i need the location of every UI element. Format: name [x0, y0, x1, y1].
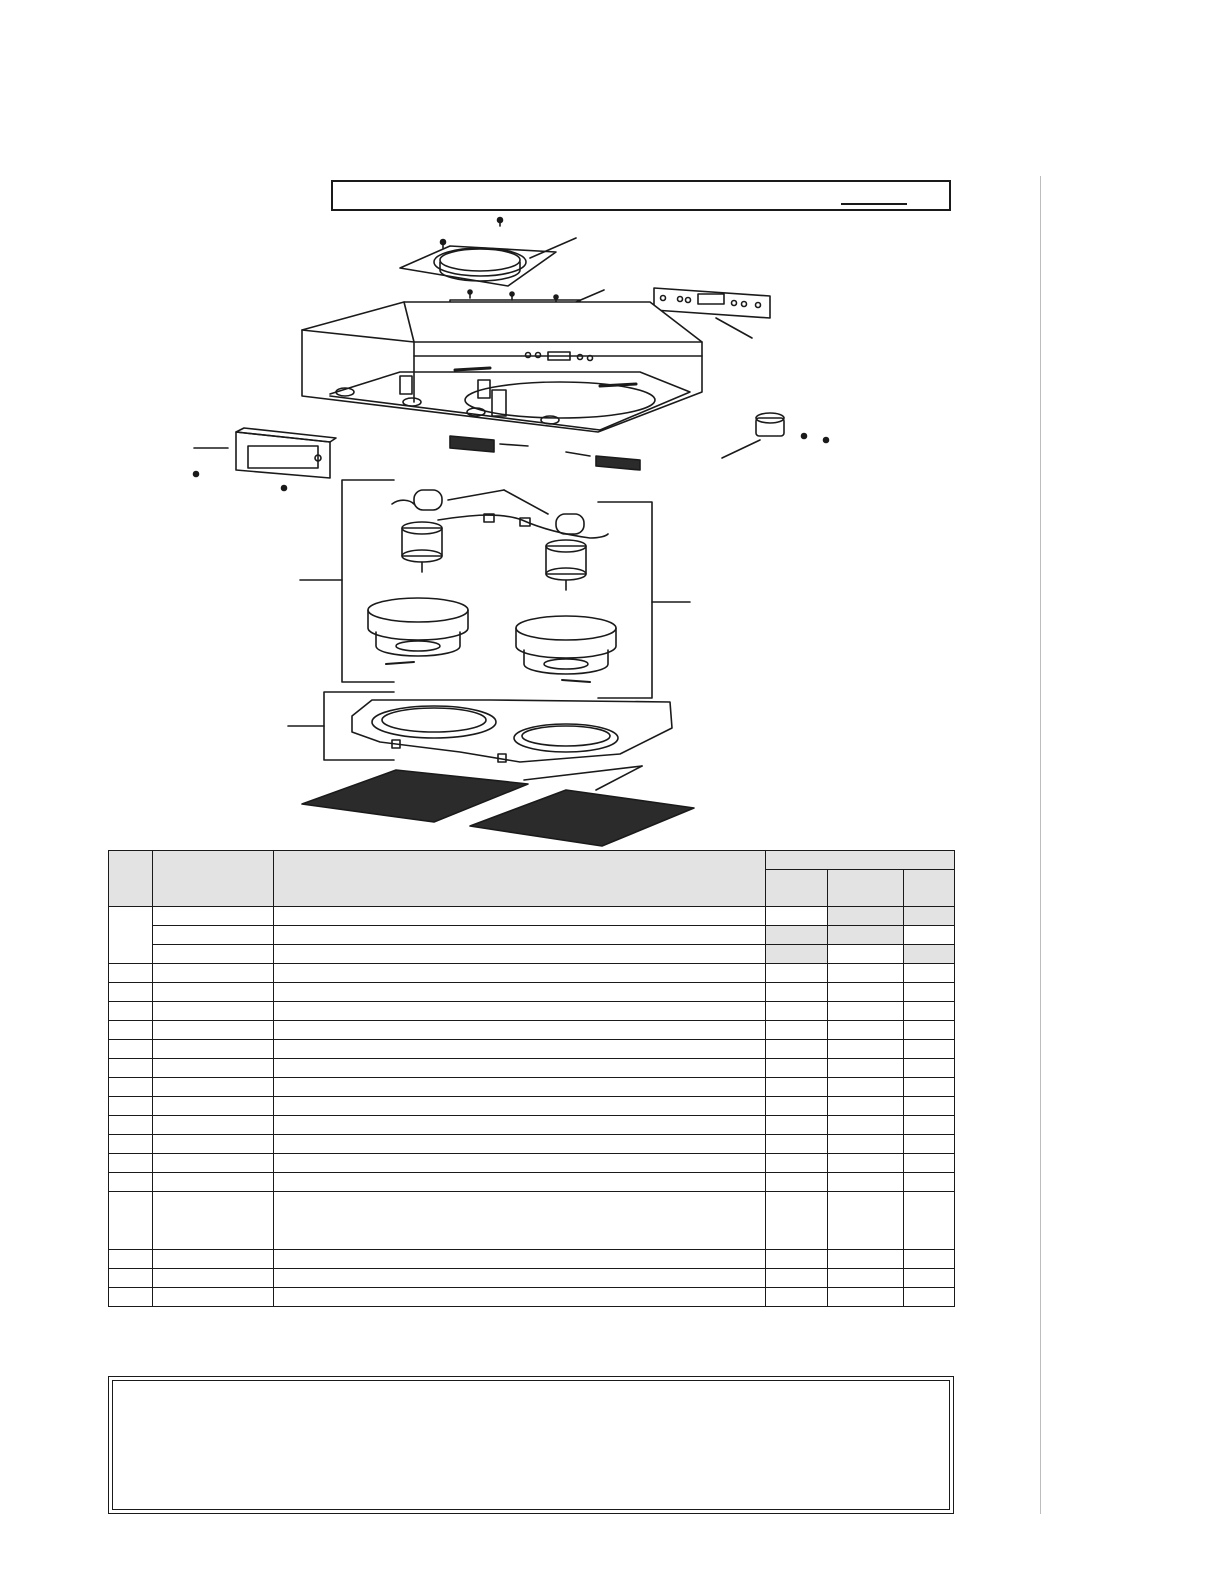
- table-cell: [828, 1116, 904, 1135]
- table-cell: [153, 1078, 274, 1097]
- table-cell: [153, 1097, 274, 1116]
- table-cell: [766, 983, 828, 1002]
- table-cell: [828, 1192, 904, 1250]
- table-cell: [153, 1250, 274, 1269]
- table-cell: [904, 964, 955, 983]
- table-cell: [828, 1250, 904, 1269]
- table-row: [109, 1173, 955, 1192]
- table-cell: [766, 1269, 828, 1288]
- table-row: [109, 1116, 955, 1135]
- column-header-model-3: [904, 870, 955, 907]
- table-cell: [153, 907, 274, 926]
- table-cell: [904, 1002, 955, 1021]
- motor-group-bracket-right: [598, 502, 690, 698]
- table-row: [109, 1269, 955, 1288]
- light-module-center-left: [450, 436, 528, 452]
- wire-harness: [392, 500, 608, 538]
- table-cell: [828, 1135, 904, 1154]
- table-row: [109, 1078, 955, 1097]
- table-row: [109, 1040, 955, 1059]
- table-cell: [274, 1059, 766, 1078]
- table-cell: [274, 1040, 766, 1059]
- table-cell: [274, 983, 766, 1002]
- table-cell: [109, 1135, 153, 1154]
- table-cell: [766, 1154, 828, 1173]
- motor-group-bracket-left: [300, 480, 394, 682]
- table-cell: [153, 926, 274, 945]
- table-cell: [109, 1288, 153, 1307]
- table-row: [109, 1250, 955, 1269]
- screw-icon: [441, 218, 503, 249]
- column-header-ref: [109, 851, 153, 907]
- grease-filter-left: [302, 770, 528, 822]
- table-cell: [828, 983, 904, 1002]
- table-cell: [274, 1021, 766, 1040]
- parts-list-table: [108, 850, 955, 1307]
- motor-left: [402, 522, 442, 572]
- table-cell: [766, 1116, 828, 1135]
- table-row: [109, 983, 955, 1002]
- table-cell: [766, 1288, 828, 1307]
- table-cell: [274, 926, 766, 945]
- table-cell: [766, 1040, 828, 1059]
- table-cell: [766, 1097, 828, 1116]
- table-cell: [274, 1154, 766, 1173]
- table-row: [109, 1097, 955, 1116]
- table-cell: [828, 1078, 904, 1097]
- table-row: [109, 1192, 955, 1250]
- table-cell: [904, 1250, 955, 1269]
- table-cell: [274, 1078, 766, 1097]
- table-cell: [153, 983, 274, 1002]
- column-header-model-1: [766, 870, 828, 907]
- table-row: [109, 1154, 955, 1173]
- table-cell: [153, 1059, 274, 1078]
- table-cell: [109, 1173, 153, 1192]
- table-cell: [109, 1059, 153, 1078]
- table-cell: [274, 1135, 766, 1154]
- table-row: [109, 1288, 955, 1307]
- table-row: [109, 945, 955, 964]
- table-cell: [828, 964, 904, 983]
- table-cell: [766, 1078, 828, 1097]
- table-cell: [828, 1097, 904, 1116]
- table-cell: [828, 945, 904, 964]
- table-row: [109, 926, 955, 945]
- table-cell: [766, 945, 828, 964]
- table-cell: [904, 1040, 955, 1059]
- table-cell: [274, 1097, 766, 1116]
- light-module-center-right: [566, 452, 640, 470]
- blower-wheel-left: [368, 598, 468, 664]
- table-cell: [109, 1078, 153, 1097]
- table-cell: [153, 1269, 274, 1288]
- table-cell: [274, 945, 766, 964]
- table-cell: [828, 926, 904, 945]
- table-cell: [153, 1002, 274, 1021]
- table-row: [109, 964, 955, 983]
- table-cell: [766, 926, 828, 945]
- table-cell: [109, 1154, 153, 1173]
- table-cell: [766, 1173, 828, 1192]
- light-assembly-left: [194, 428, 337, 491]
- table-cell: [904, 945, 955, 964]
- table-cell: [109, 907, 153, 964]
- table-cell: [766, 1059, 828, 1078]
- table-cell: [904, 1078, 955, 1097]
- table-cell: [109, 1192, 153, 1250]
- table-cell: [904, 907, 955, 926]
- table-cell: [274, 907, 766, 926]
- motor-right: [546, 540, 586, 590]
- table-cell: [274, 1269, 766, 1288]
- table-cell: [828, 907, 904, 926]
- table-cell: [153, 1288, 274, 1307]
- column-header-model-group: [766, 851, 955, 870]
- table-cell: [904, 1059, 955, 1078]
- column-header-part-number: [153, 851, 274, 907]
- table-cell: [153, 1040, 274, 1059]
- table-cell: [904, 1173, 955, 1192]
- parts-table-body: [109, 907, 955, 1307]
- table-cell: [153, 1116, 274, 1135]
- table-cell: [766, 1192, 828, 1250]
- table-cell: [109, 1097, 153, 1116]
- table-cell: [153, 945, 274, 964]
- table-cell: [274, 964, 766, 983]
- table-cell: [274, 1002, 766, 1021]
- column-header-description: [274, 851, 766, 907]
- table-cell: [904, 1269, 955, 1288]
- table-cell: [766, 1135, 828, 1154]
- table-cell: [904, 1116, 955, 1135]
- table-row: [109, 1059, 955, 1078]
- table-cell: [828, 1173, 904, 1192]
- table-cell: [904, 1288, 955, 1307]
- duct-collar: [400, 238, 576, 286]
- table-cell: [904, 1154, 955, 1173]
- table-cell: [904, 1097, 955, 1116]
- table-row: [109, 907, 955, 926]
- table-cell: [828, 1002, 904, 1021]
- column-header-model-2: [828, 870, 904, 907]
- table-cell: [766, 1002, 828, 1021]
- table-cell: [274, 1116, 766, 1135]
- table-row: [109, 1002, 955, 1021]
- table-row: [109, 1021, 955, 1040]
- table-cell: [109, 983, 153, 1002]
- table-cell: [904, 983, 955, 1002]
- table-cell: [153, 1135, 274, 1154]
- table-cell: [828, 1288, 904, 1307]
- table-cell: [766, 964, 828, 983]
- table-cell: [153, 1021, 274, 1040]
- table-cell: [109, 964, 153, 983]
- table-cell: [153, 1192, 274, 1250]
- table-cell: [274, 1173, 766, 1192]
- table-cell: [904, 1021, 955, 1040]
- table-cell: [274, 1250, 766, 1269]
- grease-filter-right: [470, 766, 694, 846]
- hood-body: [302, 302, 702, 432]
- table-cell: [153, 964, 274, 983]
- table-cell: [109, 1250, 153, 1269]
- table-cell: [109, 1040, 153, 1059]
- table-cell: [766, 1021, 828, 1040]
- table-cell: [904, 1135, 955, 1154]
- table-cell: [274, 1192, 766, 1250]
- light-socket-right: [722, 413, 829, 458]
- table-cell: [766, 907, 828, 926]
- note-box: [108, 1376, 954, 1514]
- table-cell: [766, 1250, 828, 1269]
- table-row: [109, 1135, 955, 1154]
- table-cell: [904, 926, 955, 945]
- table-cell: [109, 1116, 153, 1135]
- table-cell: [109, 1021, 153, 1040]
- table-cell: [828, 1059, 904, 1078]
- table-cell: [109, 1002, 153, 1021]
- table-cell: [828, 1154, 904, 1173]
- table-cell: [828, 1269, 904, 1288]
- blower-housing-plate: [288, 692, 672, 762]
- blower-wheel-right: [516, 616, 616, 682]
- table-cell: [109, 1269, 153, 1288]
- table-cell: [904, 1192, 955, 1250]
- table-cell: [828, 1021, 904, 1040]
- table-cell: [153, 1154, 274, 1173]
- note-inner-frame: [112, 1380, 950, 1510]
- table-cell: [153, 1173, 274, 1192]
- table-cell: [828, 1040, 904, 1059]
- table-cell: [274, 1288, 766, 1307]
